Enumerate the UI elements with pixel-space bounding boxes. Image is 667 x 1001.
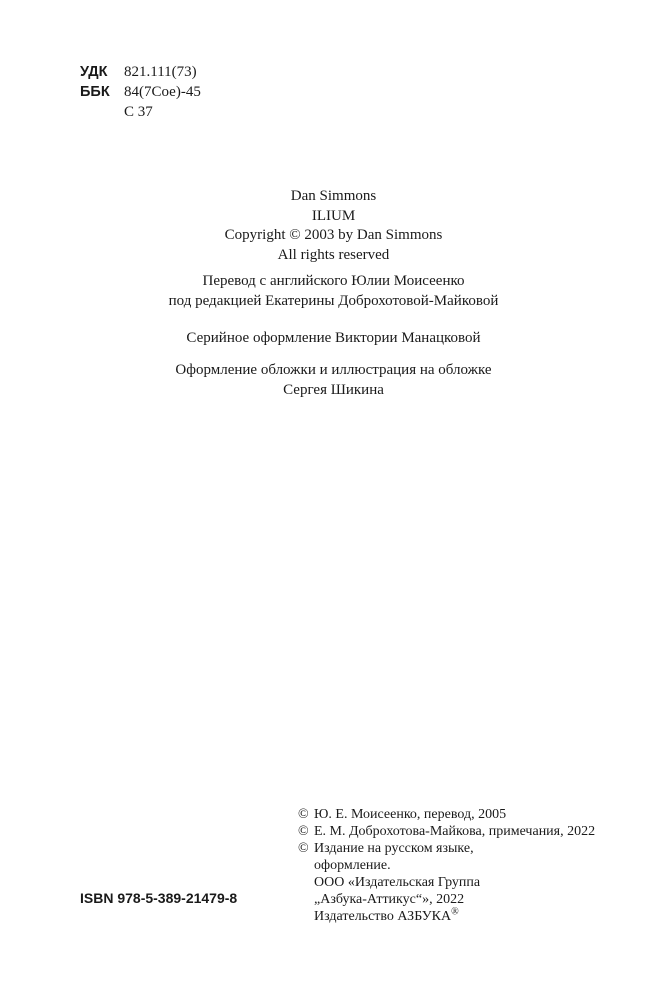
copyright-icon: © [298,807,309,822]
series-design-line: Серийное оформление Виктории Манацковой [186,330,481,346]
copyright-notes-text: Е. М. Доброхотова-Майкова, примечания, 2022 [314,824,596,839]
editor-line: под редакцией Екатерины Доброхотовой-Майковой [168,292,499,309]
translation-credits [0,272,667,311]
author-mark-value: С 37 [124,104,153,120]
copyright-translation-text: Ю. Е. Моисеенко, перевод, 2005 [314,807,507,822]
copyright-icon: © [298,841,309,856]
copyright-edition-text: Издание на русском языке, [314,841,474,856]
cover-credits [0,361,667,400]
original-title: ILIUM [311,207,356,224]
original-copyright: Copyright © 2003 by Dan Simmons [224,227,443,243]
udc-label: УДК [80,64,108,80]
copyright-edition-line4: „Азбука-Аттикус“», 2022 [314,892,465,907]
publisher-name: Издательство АЗБУКА [314,909,452,924]
copyright-edition-line2: оформление. [314,858,391,873]
cover-artist-line: Сергея Шикина [283,381,384,398]
registered-icon: ® [451,906,459,918]
isbn-number: ISBN 978-5-389-21479-8 [80,890,238,906]
original-rights: All rights reserved [277,246,390,263]
cover-design-line: Оформление обложки и иллюстрация на обложке [175,362,492,378]
copyright-edition-line5 [298,908,595,925]
copyright-translation [298,806,595,823]
copyright-notices [298,806,595,925]
original-credits [0,187,667,265]
original-author: Dan Simmons [290,188,377,204]
bbk-value: 84(7Сое)-45 [124,84,201,100]
author-mark-label [80,102,124,122]
copyright-notes [298,823,595,840]
udc-row [80,62,201,82]
author-mark-row [80,102,201,122]
copyright-edition [298,840,595,857]
classification-codes [80,62,201,122]
udc-value: 821.111(73) [124,64,197,80]
translator-line: Перевод с английского Юлии Моисеенко [202,273,465,289]
series-design-credits [0,329,667,349]
bbk-row [80,82,201,102]
bbk-label: ББК [80,84,110,100]
copyright-icon: © [298,824,309,839]
copyright-edition-line3: ООО «Издательская Группа [314,875,481,890]
